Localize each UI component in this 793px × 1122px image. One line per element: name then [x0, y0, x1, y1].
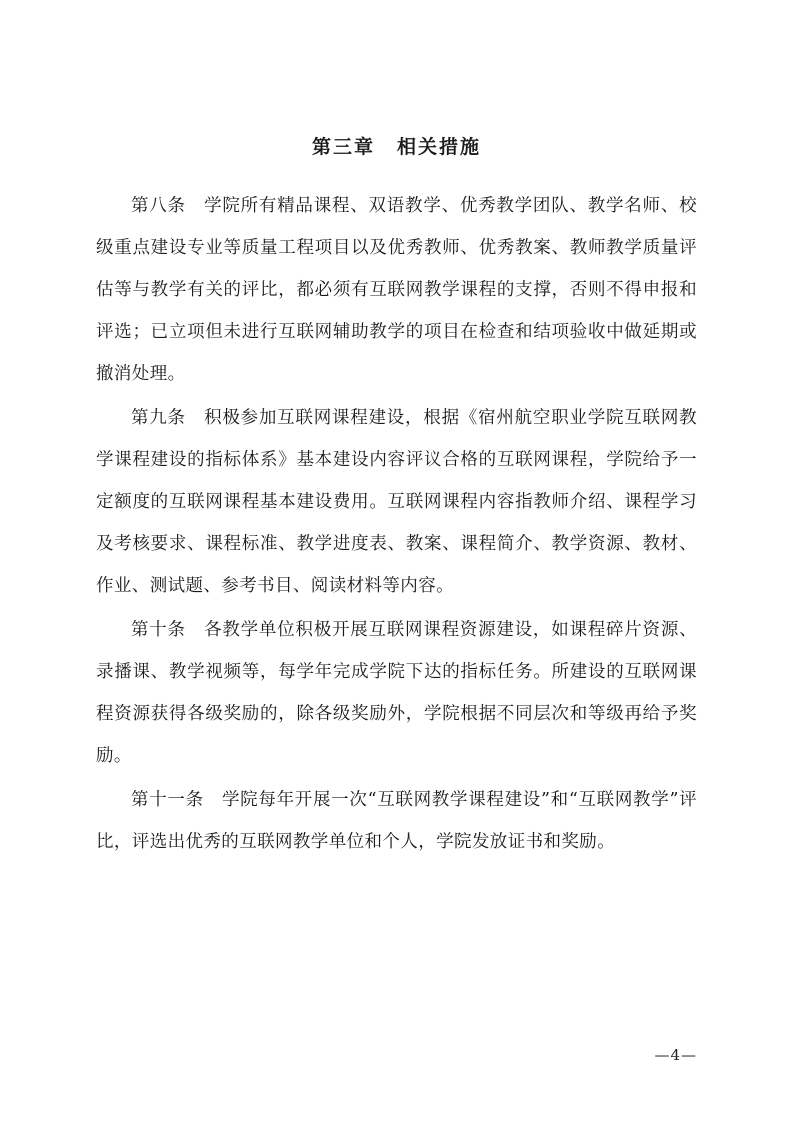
page-number: —4—	[654, 1046, 697, 1064]
paragraph-article-9: 第九条 积极参加互联网课程建设，根据《宿州航空职业学院互联网教学课程建设的指标体系》基本建设内容评议合格的互联网课程，学院给予一定额度的互联网课程基本建设费用。互联网课程内容指教师介绍、课程学习及考核要求、课程标准、教学进度表、教案、课程简介、教学资源、教材、作业、测试题、参考书目、阅读材料等内容。	[96, 408, 697, 596]
paragraph-article-8: 第八条 学院所有精品课程、双语教学、优秀教学团队、教学名师、校级重点建设专业等质量工程项目以及优秀教师、优秀教案、教师教学质量评估等与教学有关的评比，都必须有互联网教学课程的支撑，否则不得申报和评选；已立项但未进行互联网辅助教学的项目在检查和结项验收中做延期或撤消处理。	[96, 196, 697, 384]
chapter-number: 第三章	[311, 136, 375, 158]
chapter-title-text: 相关措施	[397, 136, 482, 158]
paragraph-article-10: 第十条 各教学单位积极开展互联网课程资源建设，如课程碎片资源、录播课、教学视频等，每学年完成学院下达的指标任务。所建设的互联网课程资源获得各级奖励的，除各级奖励外，学院根据不同层次和等级再给予奖励。	[96, 620, 697, 766]
paragraph-article-11: 第十一条 学院每年开展一次“互联网教学课程建设”和“互联网教学”评比，评选出优秀的互联网教学单位和个人，学院发放证书和奖励。	[96, 790, 697, 852]
chapter-heading	[96, 132, 697, 159]
